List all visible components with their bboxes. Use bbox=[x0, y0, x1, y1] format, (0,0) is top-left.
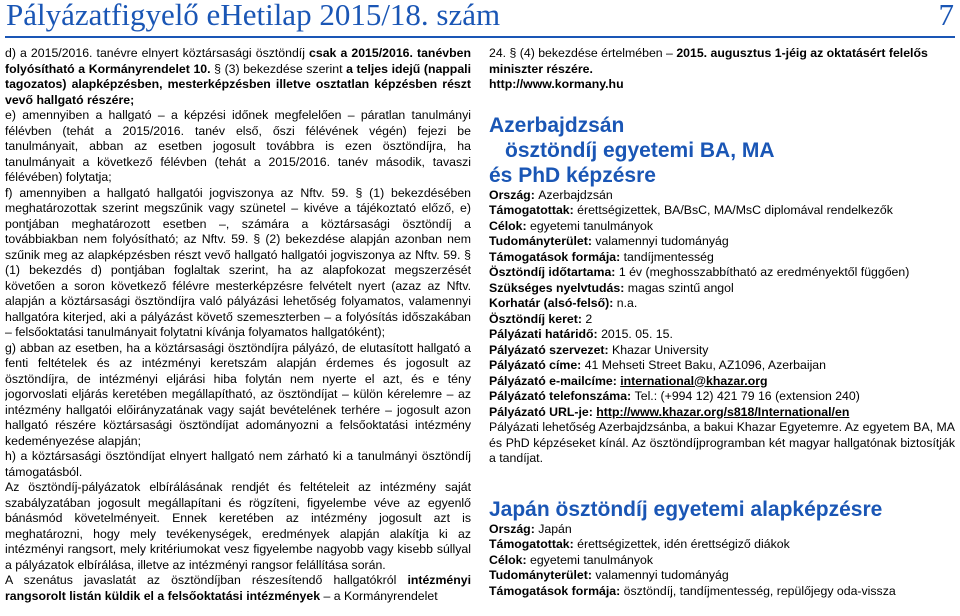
field-value: Japán bbox=[538, 521, 572, 536]
field-value: magas szintű angol bbox=[627, 280, 734, 295]
field-row bbox=[489, 188, 955, 204]
field-value[interactable]: international@khazar.org bbox=[620, 373, 768, 388]
field-label: Tudományterület: bbox=[489, 568, 596, 582]
field-row bbox=[489, 553, 955, 569]
field-value: Azerbajdzsán bbox=[538, 187, 613, 202]
field-label: Szükséges nyelvtudás: bbox=[489, 280, 628, 295]
field-label: Ország: bbox=[489, 521, 539, 536]
azerbaijan-description: Pályázati lehetőség Azerbajdzsánba, a bakui Khazar Egyetemre. Az egyetem BA, MA és PhD képzéseket kínál. Az ösztöndíjprogramban két magyar hallgatónak biztosítják a tandíjat. bbox=[489, 420, 955, 465]
field-row bbox=[489, 281, 955, 297]
field-label: Pályázató e-mailcíme: bbox=[489, 373, 621, 388]
paragraph-g: g) abban az esetben, ha a köztársasági ösztöndíjra pályázó, de elutasított hallgató a fenti feltételek és az intézményi keretszám alapján érdemes és jogosult az ösztöndíjra, de intézményi eljárási hiba folytán nem nyerte el azt, és e tény jogorvoslati eljárás keretében megállapítható, az ösztöndíjat – külön kérelemre – az intézmény hallgatói előirányzatának vagy saját bevételének terhére – jogosult azon hallgató részére köztársasági ösztöndíjat adományozni a felsőoktatási intézmény kedeményezése alapján; bbox=[5, 340, 471, 448]
field-value: 41 Mehseti Street Baku, AZ1096, Azerbaijan bbox=[584, 358, 826, 372]
field-label: Korhatár (alsó-felső): bbox=[489, 296, 617, 310]
field-value: tandíjmentesség bbox=[623, 249, 714, 264]
field-value: érettségizettek, BA/BsC, MA/MsC diplomával rendelkezők bbox=[577, 203, 893, 217]
text: § (3) bekezdése szerint bbox=[210, 61, 347, 76]
field-label: Pályázató szervezet: bbox=[489, 342, 613, 357]
kormany-link[interactable]: http://www.kormany.hu bbox=[489, 77, 624, 91]
field-row bbox=[489, 250, 955, 266]
field-value: 2 bbox=[585, 311, 593, 326]
title-line: Azerbajdzsán bbox=[489, 113, 625, 137]
field-value: valamennyi tudományág bbox=[595, 568, 729, 582]
field-label: Támogatottak: bbox=[489, 537, 578, 551]
page-number: 7 bbox=[938, 0, 954, 32]
field-label: Támogatások formája: bbox=[489, 583, 624, 598]
field-label: Pályázató telefonszáma: bbox=[489, 389, 635, 403]
field-row bbox=[489, 358, 955, 374]
japan-title: Japán ösztöndíj egyetemi alapképzésre bbox=[489, 497, 883, 521]
bold-text: a teljes idejű (nappali tagozatos) alapképzésben, mesterképzésben illetve osztatlan képzésben részt vevő hallgató részére; bbox=[5, 61, 471, 107]
text: – a Kormányrendelet bbox=[320, 588, 438, 603]
field-row bbox=[489, 584, 955, 600]
field-row bbox=[489, 343, 955, 359]
field-label: Pályázató címe: bbox=[489, 358, 585, 372]
field-row bbox=[489, 537, 955, 553]
paragraph-h: h) a köztársasági ösztöndíjat elnyert hallgató nem zárható ki a tanulmányi ösztöndíj támogatásból. bbox=[5, 449, 471, 479]
field-value: ösztöndíj, tandíjmentesség, repülőjegy oda-vissza bbox=[623, 583, 896, 598]
field-row bbox=[489, 234, 955, 250]
bold-text: csak a 2015/2016. tanévben folyósítható a Kormányrendelet 10. bbox=[5, 46, 471, 76]
field-label: Célok: bbox=[489, 218, 530, 233]
field-label: Pályázati határidő: bbox=[489, 327, 602, 341]
field-value: 2015. 05. 15. bbox=[601, 327, 673, 341]
left-column bbox=[5, 46, 471, 614]
field-label: Tudományterület: bbox=[489, 234, 596, 248]
text: A szenátus javaslatát az ösztöndíjban részesítendő hallgatókról bbox=[5, 573, 408, 587]
text: d) a 2015/2016. tanévre elnyert köztársasági ösztöndíj bbox=[5, 46, 310, 60]
paragraph-rules: Az ösztöndíj-pályázatok elbírálásának rendjét és feltételeit az intézmény saját szabályzatában jogosult megállapítani és rögzíteni, figyelembe véve az egyenlő bánásmód követelményeit. Ennek keretében az intézmény jogosult azt is meghatározni, hogy mely tevékenységek, eredmények alapján alakítja ki az intézményi rangsort, mely kritériumokat vesz figyelembe nagyobb vagy kisebb súllyal a pályázatok elbírálása, illetve az intézményi rangsor felállítása során. bbox=[5, 480, 471, 572]
field-value: n.a. bbox=[616, 296, 638, 310]
field-value: 1 év (meghosszabbítható az eredményektől függően) bbox=[618, 265, 910, 279]
field-row bbox=[489, 522, 955, 538]
paragraph-f: f) amennyiben a hallgató hallgatói jogviszonya az Nftv. 59. § (1) bekezdésében meghatározottak szerint megszűnik vagy szünetel – kivéve a tájékoztató előző, e) pontjában meghatározott esetben –, számára a köztársasági ösztöndíj a továbbiakban nem folyósítható; az Nftv. 59. § (2) bekezdése alapján azonban nem szűnik meg az alapképzésben részt vevő hallgató hallgatói jogviszonya az Nftv. 59. § (1) bekezdés d) pontjában foglaltak szerint, ha az alapfokozat megszerzését követően a soron következő félévre mesterképzésre felvételt nyert (azaz az Nftv. alapján a köztársasági ösztöndíjra való pályázási lehetőség folyamatos, valamennyi hallgatóra kiterjed, aki a pályázást követő szemeszterben – a folyósítás időszakában – felsőoktatási tanulmányait folytatni kívánja folyamatos hallgatóként); bbox=[5, 185, 471, 339]
field-value: Tel.: (+994 12) 421 79 16 (extension 240) bbox=[634, 389, 860, 403]
field-row bbox=[489, 327, 955, 343]
field-row bbox=[489, 296, 955, 312]
text: 24. § (4) bekezdése értelmében – bbox=[489, 46, 677, 60]
japan-fields bbox=[489, 522, 955, 600]
header-divider bbox=[5, 36, 955, 38]
field-value: valamennyi tudományág bbox=[595, 234, 729, 248]
field-label: Pályázató URL-je: bbox=[489, 404, 597, 419]
publication-title: Pályázatfigyelő eHetilap 2015/18. szám bbox=[6, 0, 501, 32]
field-row bbox=[489, 389, 955, 405]
field-label: Ország: bbox=[489, 187, 539, 202]
bold-text: intézményi rangsorolt listán küldik el a felsőoktatási intézmények bbox=[5, 573, 471, 603]
field-value: Khazar University bbox=[612, 342, 709, 357]
field-label: Ösztöndíj időtartama: bbox=[489, 265, 619, 279]
field-value[interactable]: http://www.khazar.org/s818/International/en bbox=[596, 404, 850, 419]
right-column bbox=[489, 46, 955, 614]
deadline-paragraph bbox=[489, 46, 955, 77]
bold-text: 2015. augusztus 1-jéig az oktatásért felelős miniszter részére. bbox=[489, 46, 928, 76]
field-row bbox=[489, 312, 955, 328]
title-line: ösztöndíj egyetemi BA, MA bbox=[505, 138, 775, 162]
field-row bbox=[489, 405, 955, 421]
azerbaijan-fields bbox=[489, 188, 955, 421]
paragraph-d bbox=[5, 46, 471, 108]
field-label: Támogatottak: bbox=[489, 203, 578, 217]
field-label: Célok: bbox=[489, 552, 530, 567]
paragraph-senate bbox=[5, 573, 471, 604]
title-line: és PhD képzésre bbox=[489, 163, 656, 187]
field-row bbox=[489, 265, 955, 281]
page-header bbox=[0, 0, 960, 40]
field-label: Támogatások formája: bbox=[489, 249, 624, 264]
field-value: egyetemi tanulmányok bbox=[530, 552, 654, 567]
field-value: érettségizettek, idén érettségiző diákok bbox=[577, 537, 790, 551]
field-row bbox=[489, 568, 955, 584]
field-row bbox=[489, 219, 955, 235]
azerbaijan-title bbox=[489, 113, 955, 188]
paragraph-e: e) amennyiben a hallgató – a képzési időnek megfelelően – páratlan tanulmányi félévben (tehát a 2015/2016. tanév első, őszi félévének végén) fejezi be tanulmányait, abban az esetben jogosult továbbra is ezen ösztöndíjra, ha tanulmányait a következő félévben (tehát a 2015/2016. tanév második, tavaszi félévében) folytatja; bbox=[5, 108, 471, 184]
field-value: egyetemi tanulmányok bbox=[530, 218, 654, 233]
field-row bbox=[489, 203, 955, 219]
field-label: Ösztöndíj keret: bbox=[489, 311, 586, 326]
field-row bbox=[489, 374, 955, 390]
